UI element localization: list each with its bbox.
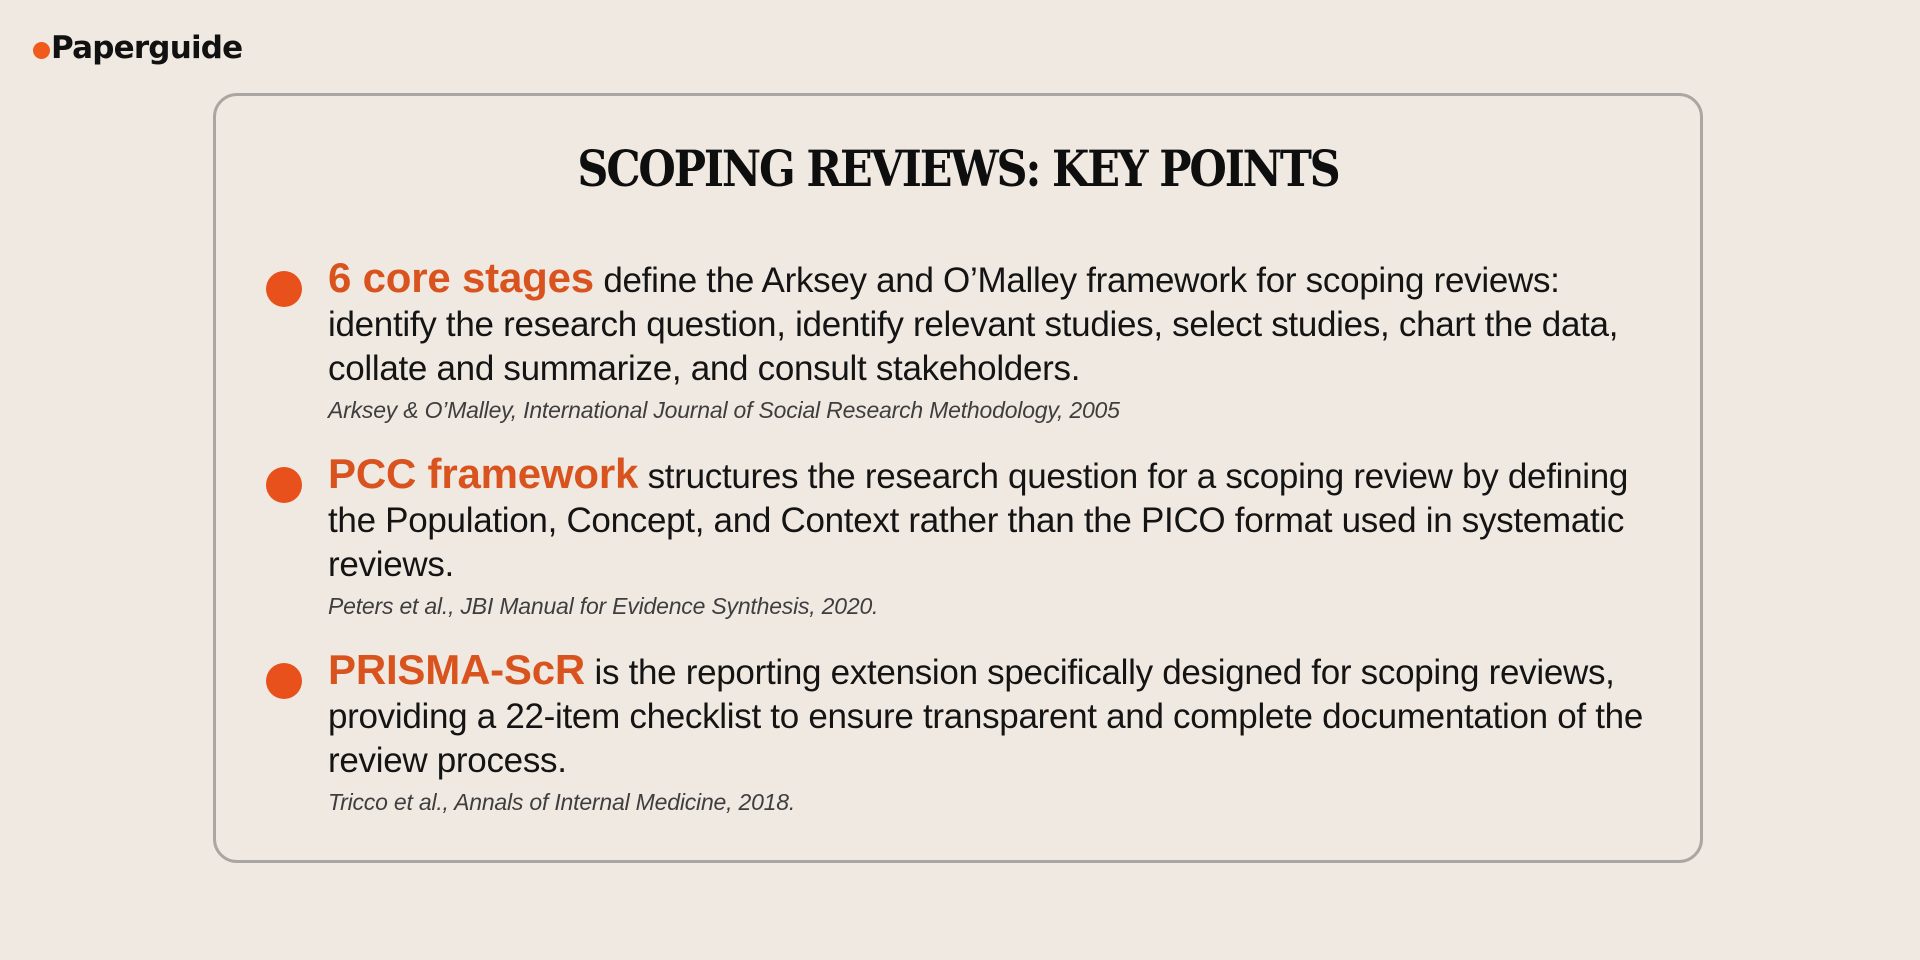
logo-text: Paperguide	[51, 30, 243, 66]
key-point-text	[328, 256, 1666, 391]
key-point-highlight: PCC framework	[328, 450, 639, 497]
key-point-item	[266, 256, 1666, 424]
card-title: SCOPING REVIEWS: KEY POINTS	[577, 139, 1339, 198]
citation: Tricco et al., Annals of Internal Medicine, 2018.	[328, 789, 796, 815]
citation: Peters et al., JBI Manual for Evidence Synthesis, 2020.	[328, 593, 879, 619]
key-point-item	[266, 648, 1666, 816]
key-point-text	[328, 452, 1666, 587]
key-point-text	[328, 648, 1666, 783]
citation: Arksey & O’Malley, International Journal of Social Research Methodology, 2005	[328, 397, 1120, 423]
paperguide-logo	[33, 30, 242, 66]
key-point-body: is the reporting extension specifically designed for scoping reviews, providing a 22-item checklist to ensure transparent and complete documentation of the review process.	[328, 653, 1643, 780]
key-point-body: structures the research question for a scoping review by defining the Population, Concept, and Context rather than the PICO format used in systematic reviews.	[328, 457, 1629, 584]
key-points-list	[266, 256, 1666, 844]
key-point-body: define the Arksey and O’Malley framework for scoping reviews: identify the research question, identify relevant studies, select studies, chart the data, collate and summarize, and consult stakeholders.	[328, 261, 1619, 388]
key-point-highlight: PRISMA-ScR	[328, 646, 586, 693]
key-point-highlight: 6 core stages	[328, 254, 594, 301]
key-point-item	[266, 452, 1666, 620]
bullet-dot-icon	[266, 271, 302, 307]
bullet-dot-icon	[266, 467, 302, 503]
logo-dot-icon	[33, 42, 50, 59]
key-points-card	[213, 93, 1703, 863]
bullet-dot-icon	[266, 663, 302, 699]
